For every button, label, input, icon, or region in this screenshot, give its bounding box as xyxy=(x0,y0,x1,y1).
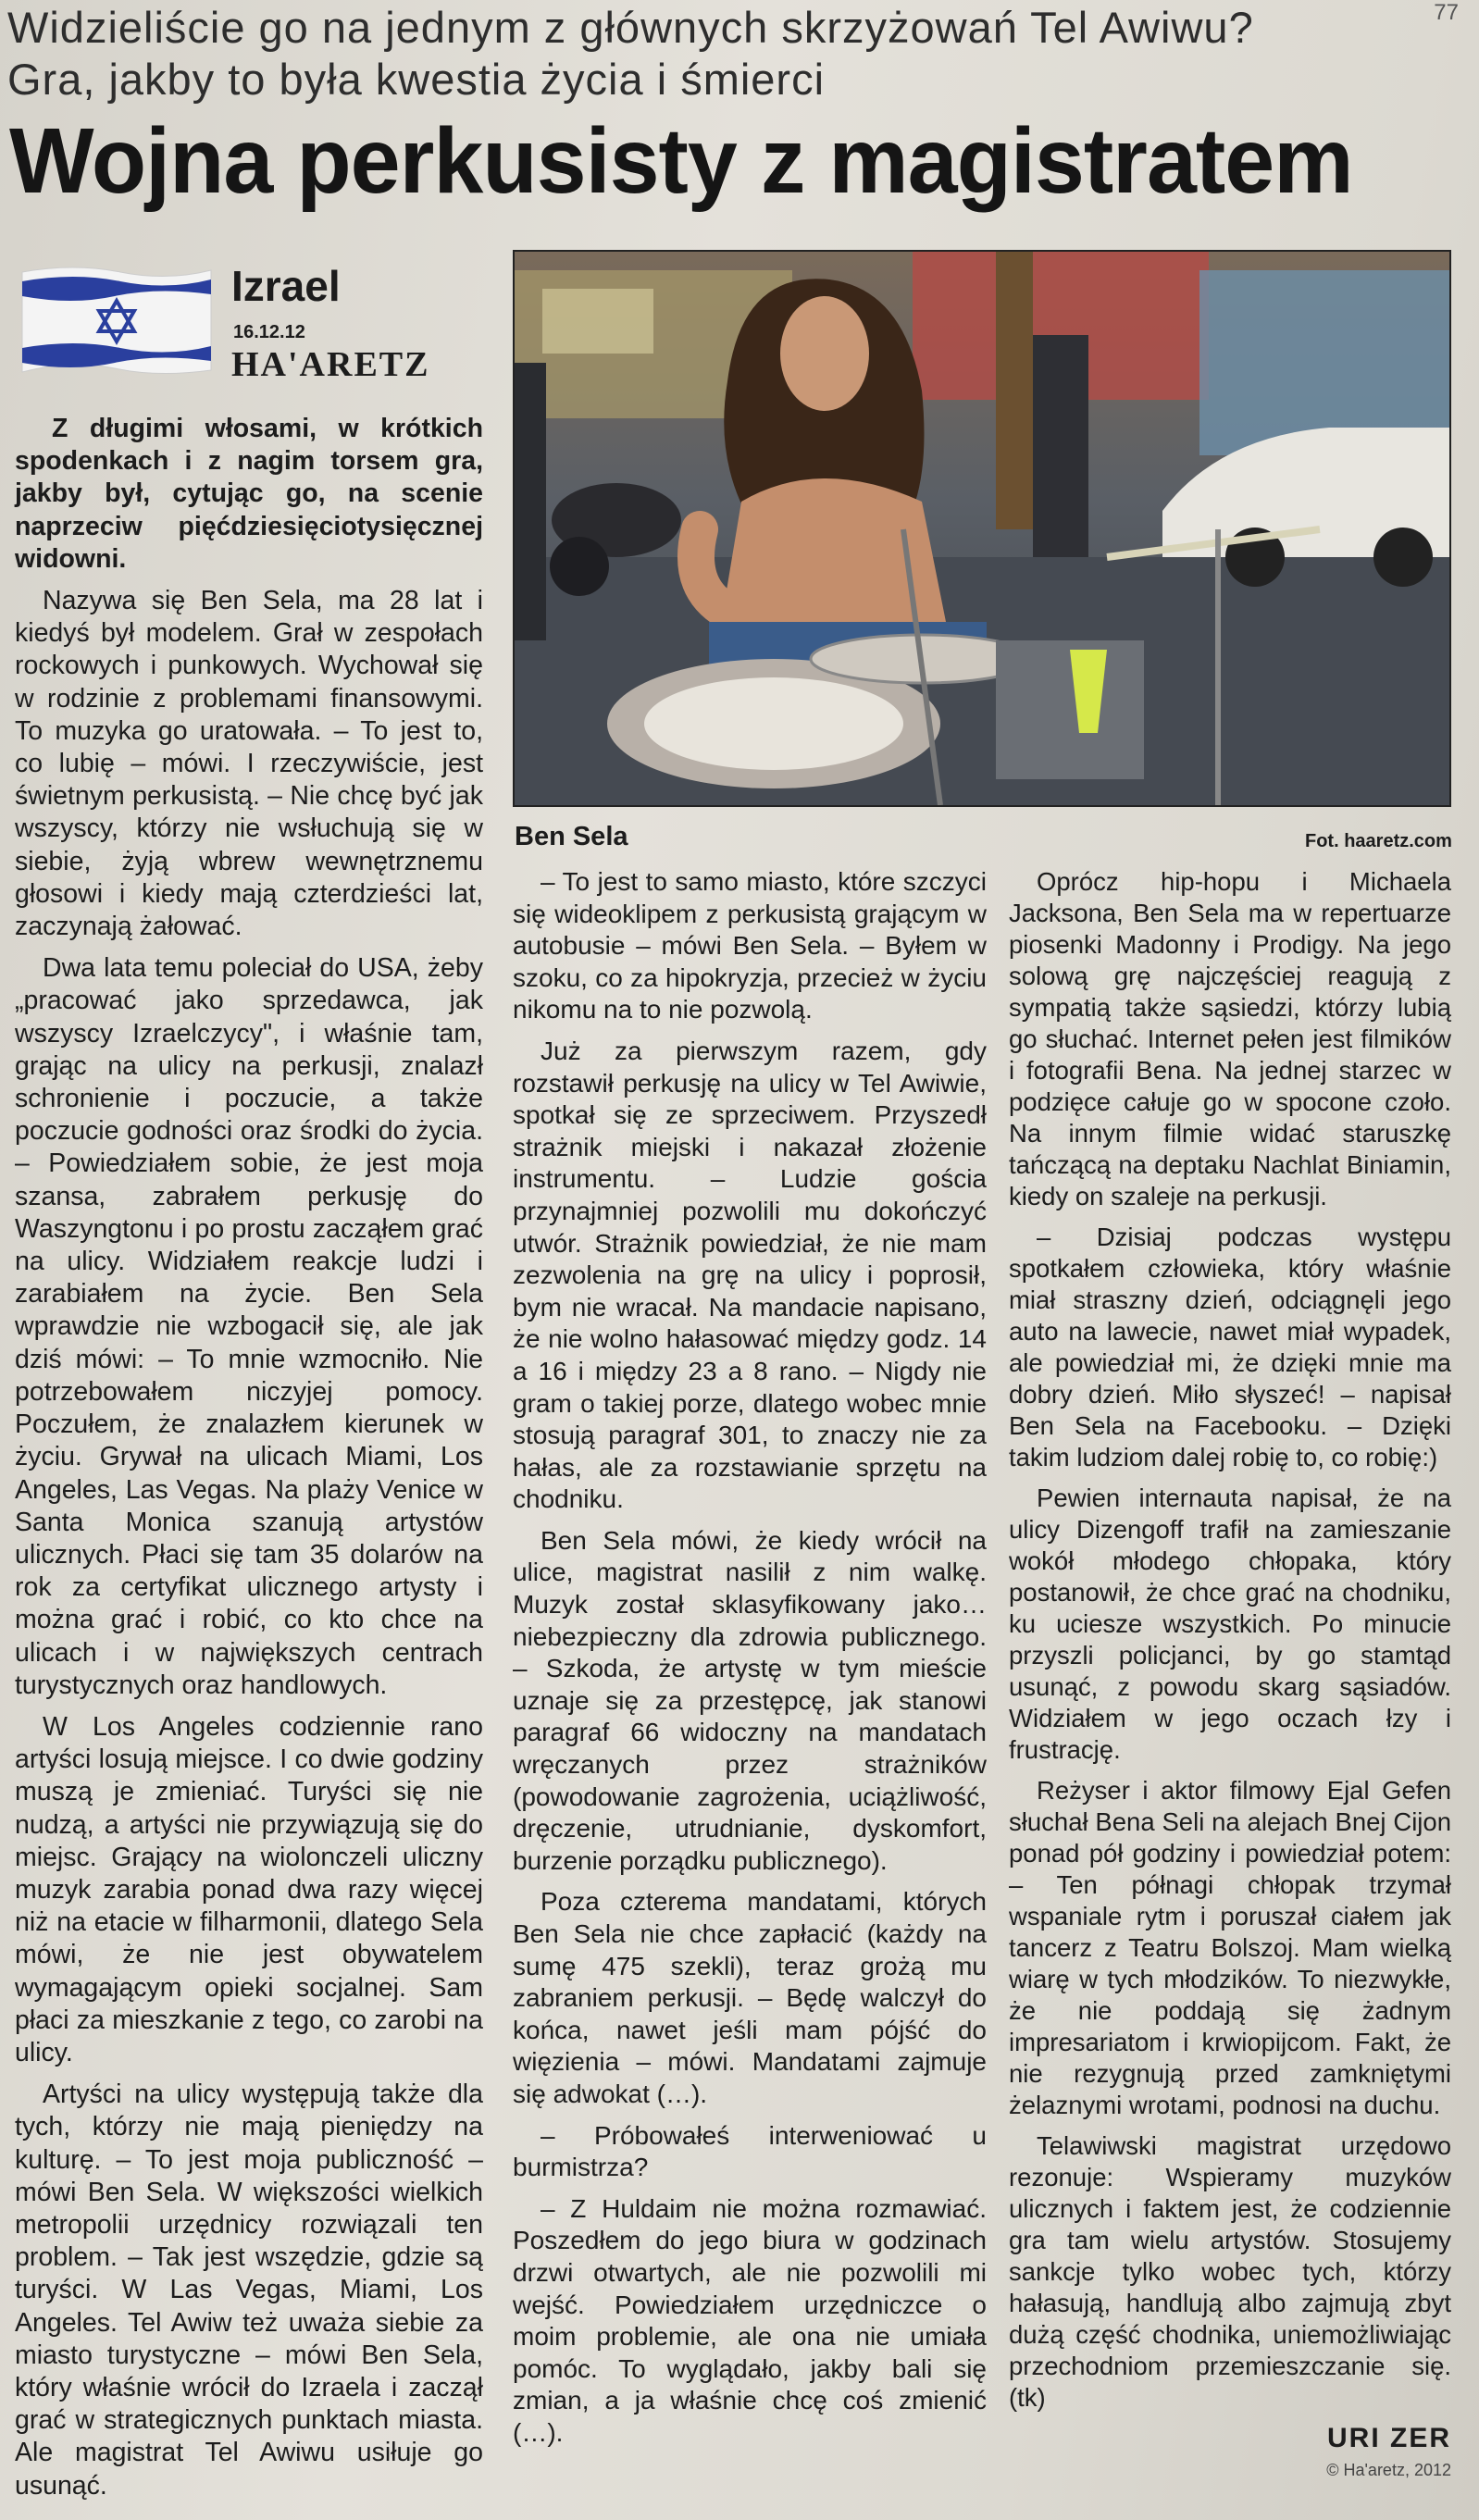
article-photo xyxy=(513,250,1451,807)
paragraph: – Próbowałeś interweniować u burmistrza? xyxy=(513,2120,987,2182)
paragraph: Reżyser i aktor filmowy Ejal Gefen słuchał Bena Seli na alejach Bnej Cijon ponad pół godziny i powiedział potem: – Ten półnagi chłopak trzymał wspaniale rytm i poruszał ciałem jak tancerz z Teatru Bolszoj. Mam wielką wiarę w tych młodzików. To niezwykłe, że nie poddają się żadnym impresariatom i krwiopijcom. Fakt, że nie rezygnują przed zamkniętymi żelaznymi wrotami, podnosi na duchu. xyxy=(1009,1776,1451,2119)
paragraph: Poza czterema mandatami, których Ben Sela nie chce zapłacić (każdy na sumę 475 szekli), teraz grożą mu zabraniem perkusji. – Będę walczył do końca, nawet jeśli mam pójść do więzienia – mówi. Mandatami zajmuje się adwokat (…). xyxy=(513,1887,987,2108)
dateline-date: 16.12.12 xyxy=(233,322,305,342)
paragraph: – To jest to samo miasto, które szczyci się wideoklipem z perkusistą grającym w autobusie – mówi Ben Sela. – Byłem w szoku, co za hipokryzja, przecież w życiu nikomu na to nie pozwolą. xyxy=(513,867,987,1024)
article-column-1 xyxy=(15,413,483,2512)
dateline-source: HA'ARETZ xyxy=(231,345,430,384)
paragraph: – Z Huldaim nie można rozmawiać. Poszedłem do jego biura w godzinach drzwi otwartych, ale nie pozwolili mi wejść. Powiedziałem urzędniczce o moim problemie, ale ona nie umiała pomóc. To wyglądało, jakby bali się zmian, a ja właśnie chcę coś zmienić (…). xyxy=(513,2193,987,2447)
dateline-country: Izrael xyxy=(231,262,341,310)
photo-credit: Fot. haaretz.com xyxy=(1305,831,1452,851)
paragraph: Pewien internauta napisał, że na ulicy Dizengoff trafił na zamieszanie wokół młodego chłopaka, który postanowił, że chce grać na chodniku, ku uciesze wszystkich. Po minucie przyszli policjanci, by go stamtąd usunąć, z powodu skarg sąsiadów. Widziałem w jego oczach łzy i frustrację. xyxy=(1009,1483,1451,1764)
drummer-photo-illustration xyxy=(515,252,1449,805)
article-column-3 xyxy=(1009,866,1451,2486)
paragraph: Ben Sela mówi, że kiedy wrócił na ulice, magistrat nasilił z nim walkę. Muzyk został sklasyfikowany jako… niebezpieczny dla zdrowia publicznego. – Szkoda, że artystę w tym mieście uznaje się za przestępcę, jak stanowi paragraf 66 widoczny na mandatach wręczanych przez strażników (powodowanie zagrożenia, uciążliwość, dręczenie, utrudnianie, dyskomfort, burzenie porządku publicznego). xyxy=(513,1525,987,1875)
article-lead: Z długimi włosami, w krótkich spodenkach i z nagim torsem gra, jakby był, cytując go, na scenie naprzeciw pięćdziesięciotysięcznej widowni. xyxy=(15,414,483,574)
headline: Wojna perkusisty z magistratem xyxy=(9,109,1353,213)
israel-flag-icon xyxy=(19,263,215,378)
photo-caption: Ben Sela xyxy=(515,822,628,851)
copyright: © Ha'aretz, 2012 xyxy=(1326,2461,1451,2479)
kicker-line-1: Widzieliście go na jednym z głównych skrzyżowań Tel Awiwu? xyxy=(7,3,1254,52)
paragraph: – Dzisiaj podczas występu spotkałem człowieka, który właśnie miał straszny dzień, odciągnęli jego auto na lawecie, nawet miał wypadek, ale powiedział mi, że dzięki mnie ma dobry dzień. Miło słyszeć! – napisał Ben Sela na Facebooku. – Dzięki takim ludziom dalej robię to, co robię:) xyxy=(1009,1223,1451,1471)
paragraph: Telawiwski magistrat urzędowo rezonuje: Wspieramy muzyków ulicznych i faktem jest, że codziennie gra tam wielu artystów. Stosujemy sankcje tylko wobec tych, którzy hałasują, handlują albo zajmują zbyt dużą część chodnika, uniemożliwiając przechodniom przemieszczanie się. (tk) xyxy=(1009,2131,1451,2412)
paragraph: Już za pierwszym razem, gdy rozstawił perkusję na ulicy w Tel Awiwie, spotkał się ze sprzeciwem. Przyszedł strażnik miejski i nakazał złożenie instrumentu. – Ludzie gościa przynajmniej pozwolili mu dokończyć utwór. Strażnik powiedział, że nie mam zezwolenia na grę na ulicy i poprosił, bym nie wracał. Na mandacie napisano, że nie wolno hałasować między godz. 14 a 16 i między 23 a 8 rano. – Nigdy nie gram o takiej porze, dlatego wobec mnie stosują paragraf 301, to znaczy nie za hałas, ale za rozstawianie sprzętu na chodniku. xyxy=(513,1036,987,1514)
kicker-line-2: Gra, jakby to była kwestia życia i śmierci xyxy=(7,55,826,104)
paragraph: W Los Angeles codziennie rano artyści losują miejsce. I co dwie godziny muszą je zmieniać. Turyści się nie nudzą, a artyści nie przywiązują się do miejsc. Grający na wiolonczeli uliczny muzyk zarabia ponad dwa razy więcej niż na etacie w filharmonii, dlatego Sela mówi, że nie jest obywatelem wymagającym opieki socjalnej. Sam płaci za mieszkanie z tego, co zarobi na ulicy. xyxy=(15,1711,483,2067)
kicker xyxy=(7,2,1470,106)
paragraph: Dwa lata temu poleciał do USA, żeby „pracować jako sprzedawca, jak wszyscy Izraelczycy", i właśnie tam, grając na ulicy na perkusji, znalazł schronienie i poczucie, a także poczucie godności oraz środki do życia. – Powiedziałem sobie, że jest moja szansa, zabrałem perkusję do Waszyngtonu i po prostu zacząłem grać na ulicy. Widziałem reakcje ludzi i zarabiałem na życie. Ben Sela wprawdzie nie wzbogacił się, ale jak dziś mówi: – To mnie wzmocniło. Nie potrzebowałem niczyjej pomocy. Poczułem, że znalazłem kierunek w życiu. Grywał na ulicach Miami, Los Angeles, Las Vegas. Na plaży Venice w Santa Monica szanują artystów ulicznych. Płaci się tam 35 dolarów na rok za certyfikat ulicznego artysty i można grać i robić, co kto chce na ulicach i w największych centrach turystycznych oraz handlowych. xyxy=(15,953,483,1700)
paragraph: Artyści na ulicy występują także dla tych, którzy nie mają pieniędzy na kulturę. – To jest moja publiczność – mówi Ben Sela. W większości wielkich metropolii urzędnicy rozwiązali ten problem. – Tak jest wszędzie, gdzie są turyści. W Las Vegas, Miami, Los Angeles. Tel Awiw też uważa siebie za miasto turystyczne – mówi Ben Sela, który właśnie wrócił do Izraela i zaczął grać w strategicznych punktach miasta. Ale magistrat Tel Awiwu usiłuje go usunąć. xyxy=(15,2079,483,2501)
author-byline: URI ZER xyxy=(1327,2423,1451,2453)
article-column-2 xyxy=(513,866,987,2459)
paragraph: Nazywa się Ben Sela, ma 28 lat i kiedyś był modelem. Grał w zespołach rockowych i punkowych. Wychował się w rodzinie z problemami finansowymi. To muzyka go uratowała. – To jest to, co lubię – mówi. I rzeczywiście, jest świetnym perkusistą. – Nie chcę być jak wszyscy, którzy nie wsłuchują się w siebie, żyją wbrew wewnętrznemu głosowi i kiedy mają czterdzieści lat, zaczynają żałować. xyxy=(15,586,483,942)
paragraph: Oprócz hip-hopu i Michaela Jacksona, Ben Sela ma w repertuarze piosenki Madonny i Prodigy. Na jego solową grę najczęściej reagują z sympatią także sąsiedzi, którzy lubią go słuchać. Internet pełen jest filmików i fotografii Bena. Na jednej starzec w podzięce całuje go w spocone czoło. Na innym filmie widać staruszkę tańczącą na deptaku Nachlat Biniamin, kiedy on szaleje na perkusji. xyxy=(1009,867,1451,1210)
page-number: 77 xyxy=(1434,0,1459,25)
